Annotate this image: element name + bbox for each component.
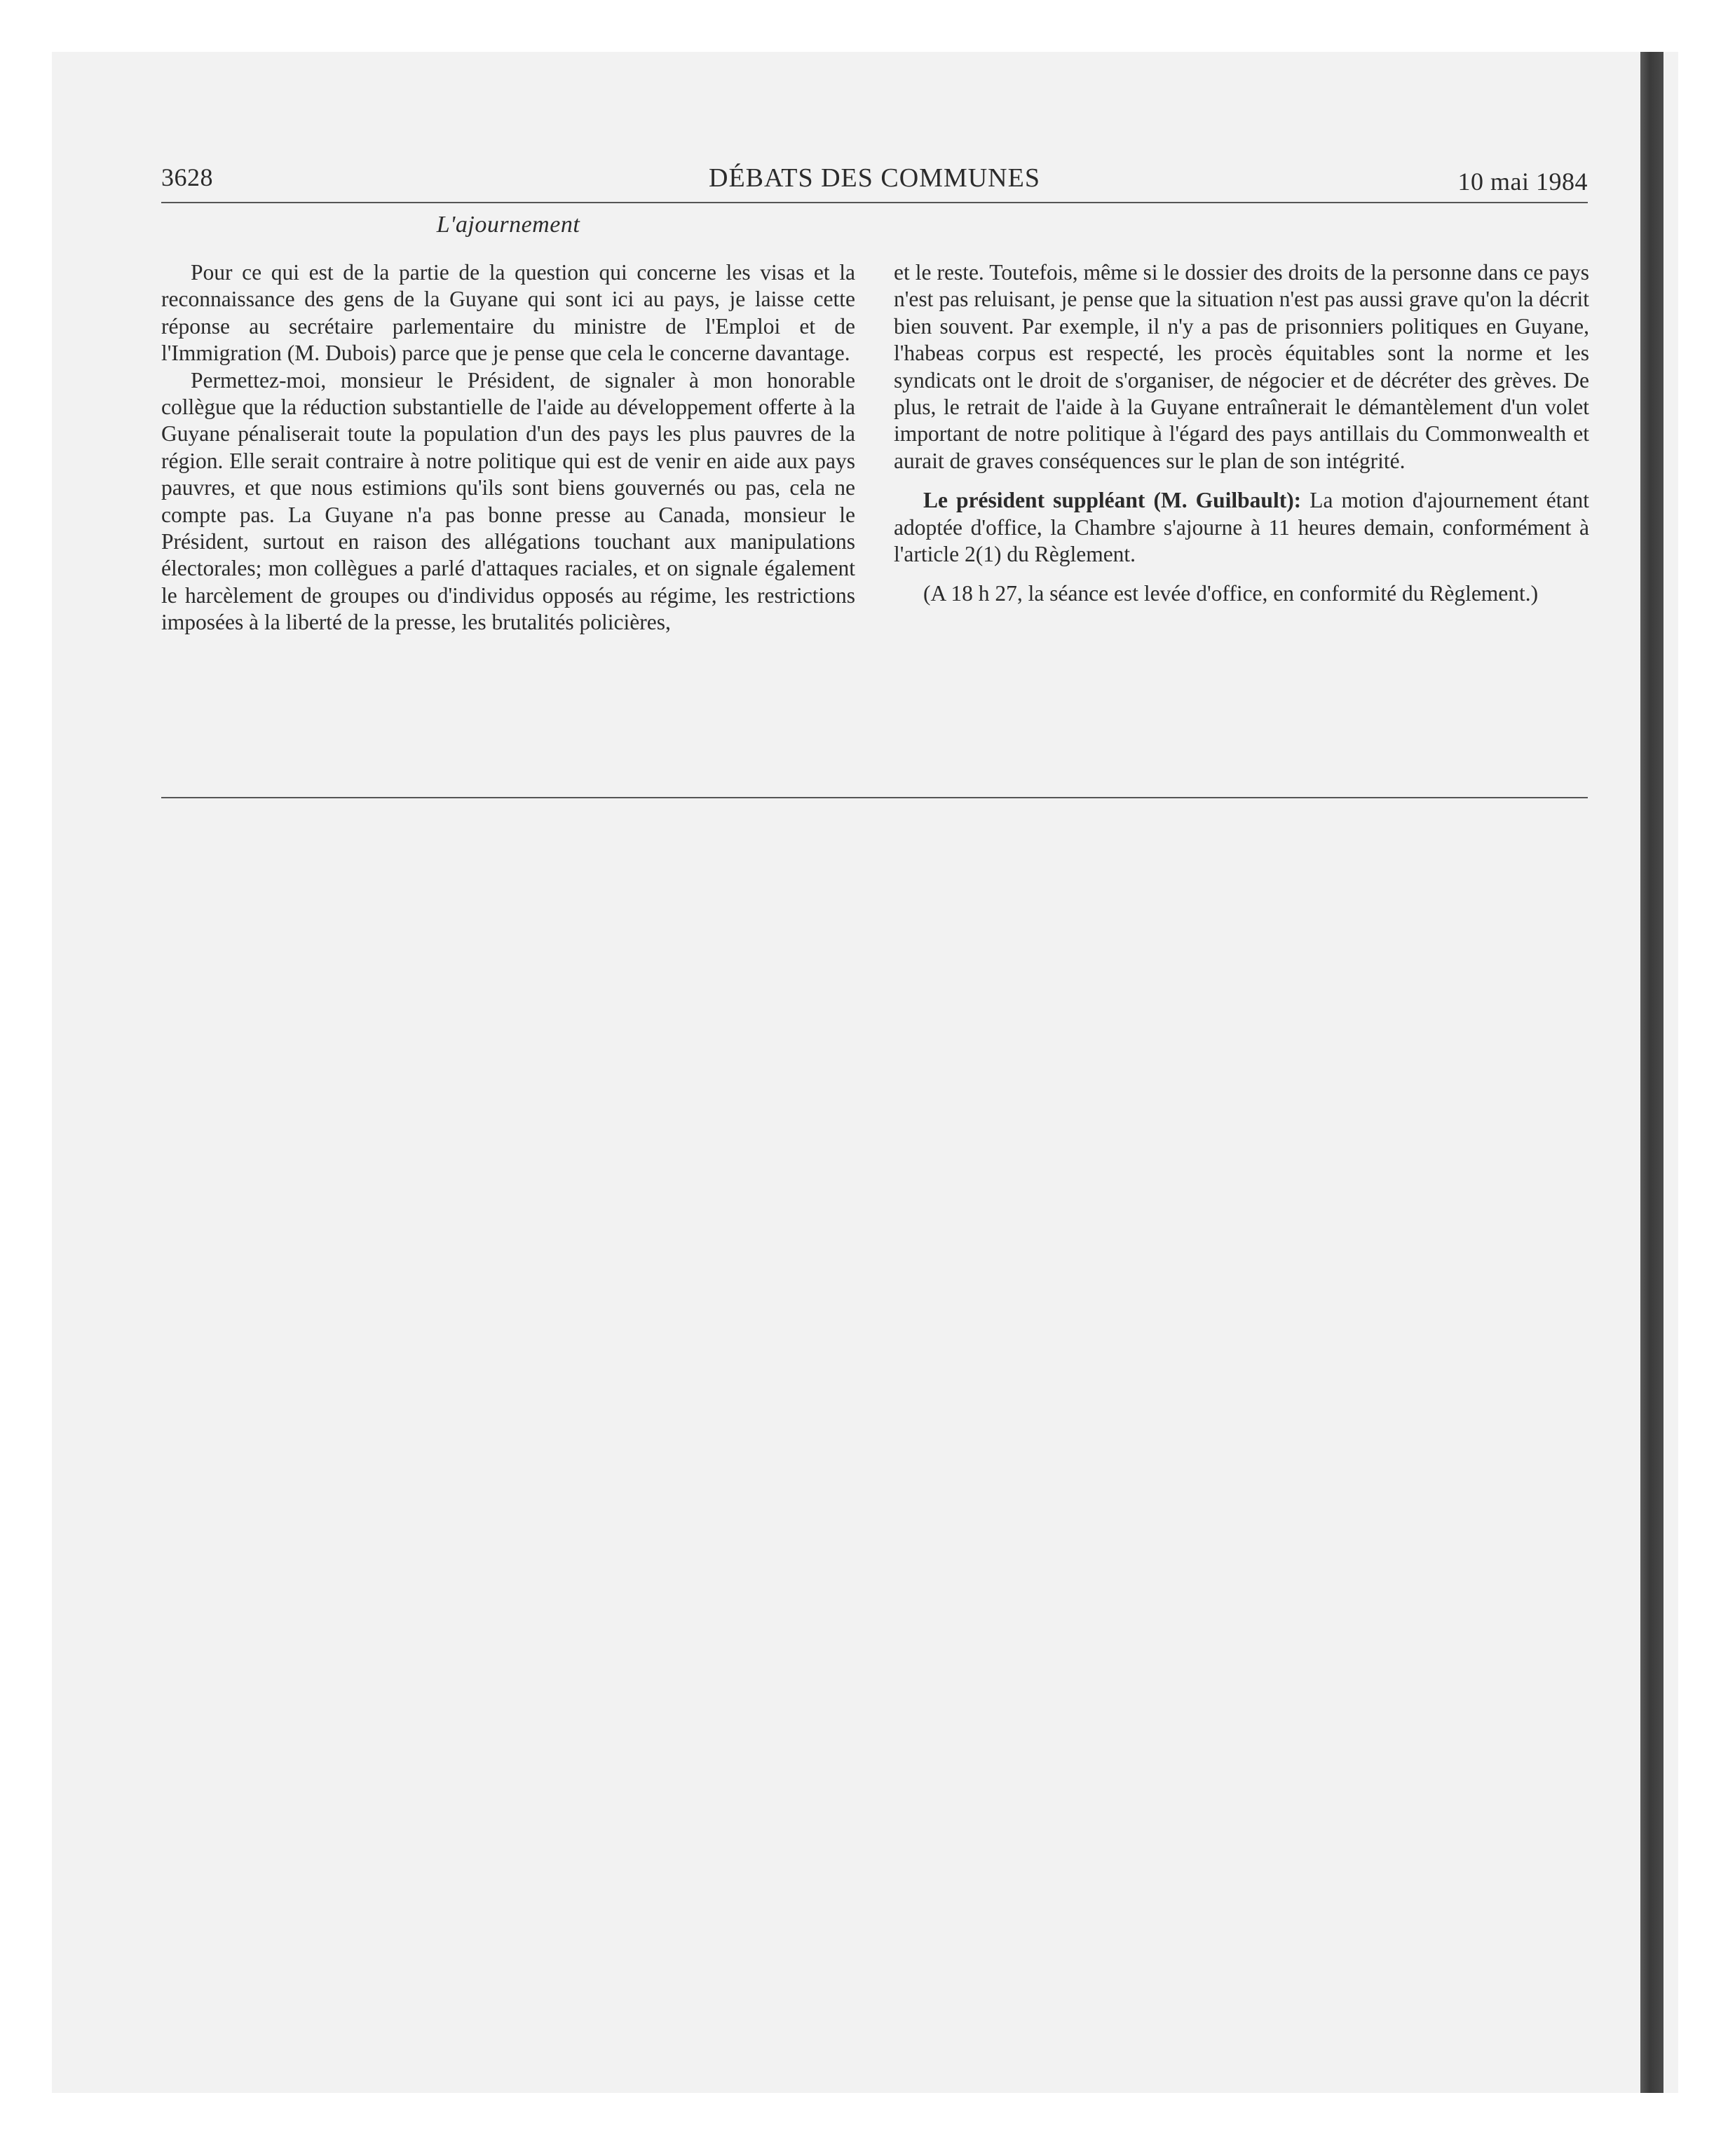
adjournment-note: (A 18 h 27, la séance est levée d'office, en conformité du Règlement.) <box>923 581 1539 606</box>
paragraph: Pour ce qui est de la partie de la question qui concerne les visas et la reconnaissance des gens de la Guyane qui sont ici au pays, je laisse cette réponse au secrétaire parlementaire du ministre de l'Emploi et de l'Immigration (M. Dubois) parce que je pense que cela le concerne davantage. <box>161 260 855 366</box>
end-of-text-rule <box>161 797 1588 798</box>
page-number: 3628 <box>161 163 213 191</box>
left-column <box>161 259 855 636</box>
journal-title: DÉBATS DES COMMUNES <box>709 163 1040 193</box>
paragraph: Permettez-moi, monsieur le Président, de signaler à mon honorable collègue que la réduction substantielle de l'aide au développement offerte à la Guyane pénaliserait toute la population d'un des pays les plus pauvres de la région. Elle serait contraire à notre politique qui est de venir en aide aux pays pauvres, et que nous estimions qu'ils sont biens gouvernés ou pas, cela ne compte pas. La Guyane n'a pas bonne presse au Canada, monsieur le Président, surtout en raison des allégations touchant aux manipulations électorales; mon collègues a parlé d'attaques raciales, et on signale également le harcèlement de groupes ou d'individus opposés au régime, les restrictions imposées à la liberté de la presse, les brutalités policières, <box>161 367 855 635</box>
issue-date: 10 mai 1984 <box>1457 168 1588 196</box>
speaker-name: Le président suppléant (M. Guilbault): <box>923 488 1302 513</box>
scan-binding-edge <box>1640 52 1663 2093</box>
paragraph: et le reste. Toutefois, même si le dossier des droits de la personne dans ce pays n'est pas reluisant, je pense que la situation n'est pas aussi grave qu'on la décrit bien souvent. Par exemple, il n'y a pas de prisonniers politiques en Guyane, l'habeas corpus est respecté, les procès équitables sont la norme et les syndicats ont le droit de s'organiser, de négocier et de décréter des grèves. De plus, le retrait de l'aide à la Guyane entraînerait le démantèlement d'un volet important de notre politique à l'égard des pays antillais du Commonwealth et aurait de graves conséquences sur le plan de son intégrité. <box>894 260 1589 473</box>
speaker-paragraph <box>894 487 1589 568</box>
speaker-text: La motion d'ajournement étant adoptée d'office, la Chambre s'ajourne à 11 heures demain, conformément à l'article 2(1) du Règlement. <box>894 488 1589 567</box>
section-heading: L'ajournement <box>436 212 580 238</box>
running-header <box>161 160 1588 203</box>
right-column <box>894 259 1589 608</box>
